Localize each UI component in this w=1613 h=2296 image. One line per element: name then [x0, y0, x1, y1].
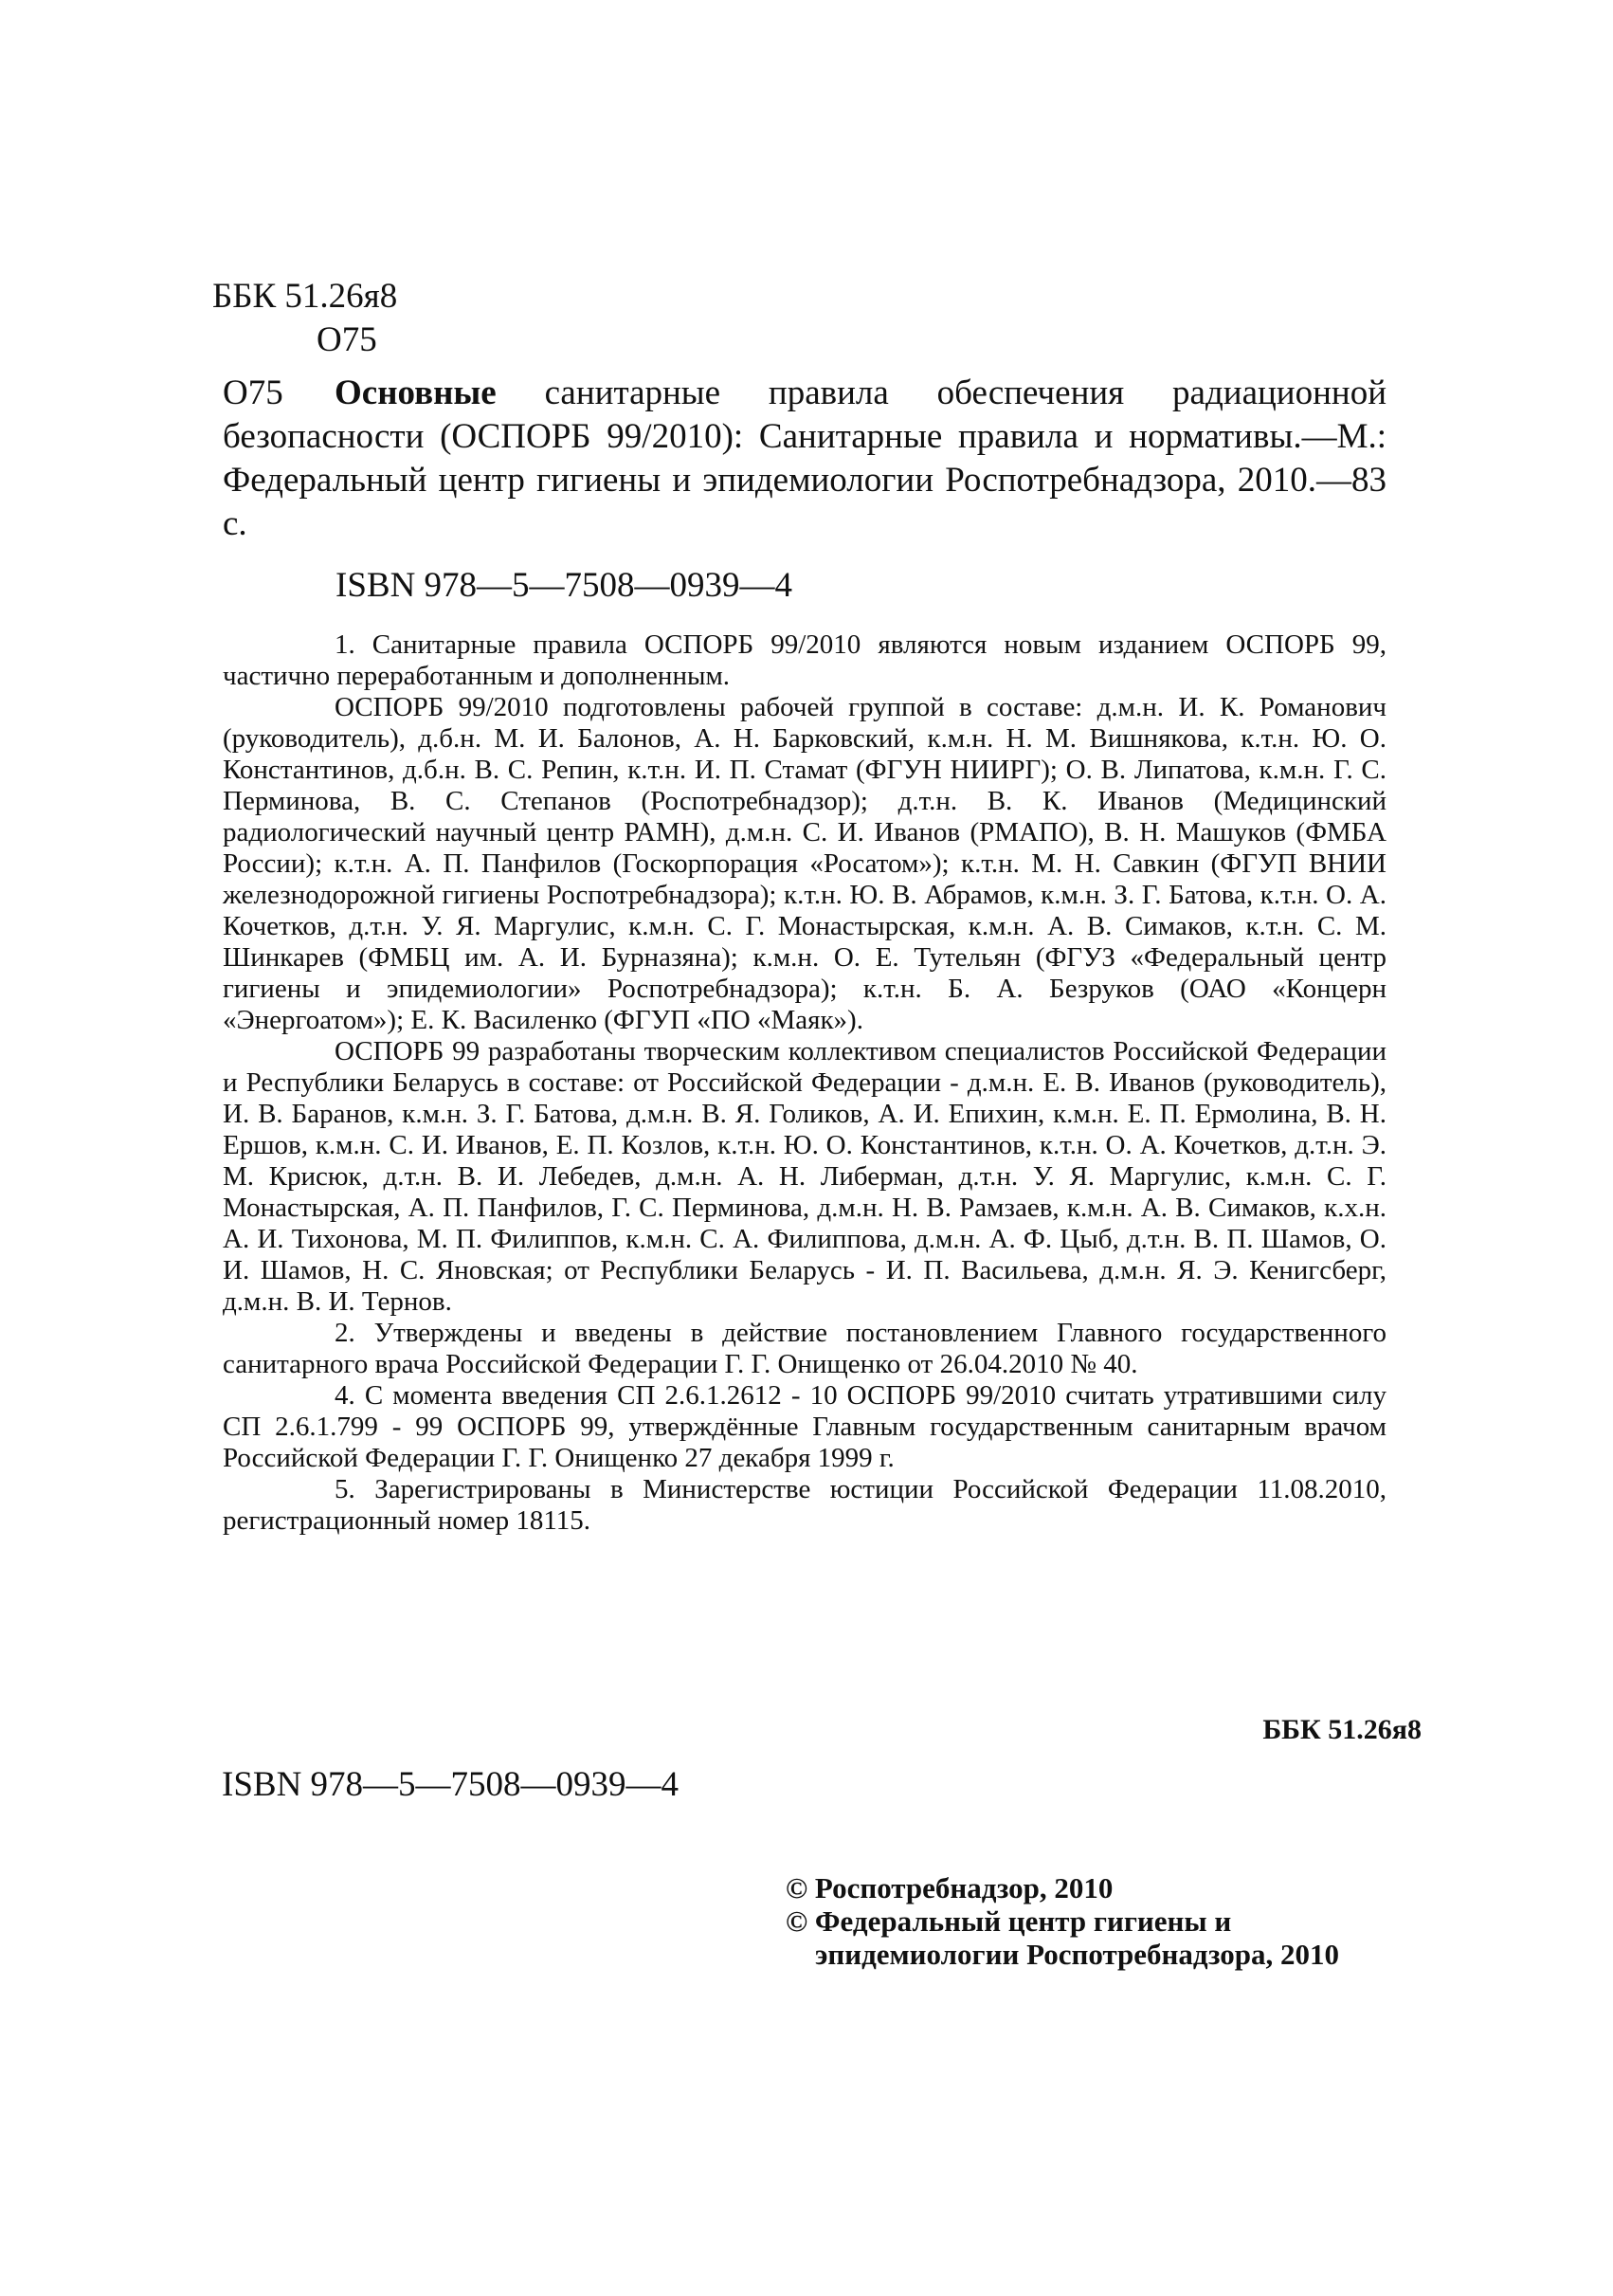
copyright-line: © Федеральный центр гигиены и: [786, 1904, 1232, 1938]
bibliographic-mark: О75: [223, 374, 283, 412]
note-paragraph: 1. Санитарные правила ОСПОРБ 99/2010 являются новым изданием ОСПОРБ 99, частично переработанным и дополненным.: [223, 629, 1386, 691]
bibliographic-record: [223, 372, 1386, 546]
copyright-block: [786, 1871, 1402, 1971]
author-mark: О75: [317, 320, 377, 359]
copyright-line: © Роспотребнадзор, 2010: [786, 1871, 1114, 1904]
copyright-line: эпидемиологии Роспотребнадзора, 2010: [815, 1938, 1339, 1971]
isbn-top: ISBN 978—5—7508—0939—4: [335, 566, 793, 605]
note-paragraph: ОСПОРБ 99 разработаны творческим коллективом специалистов Российской Федерации и Республики Беларусь в составе: от Российской Федерации - д.м.н. Е. В. Иванов (руководитель), И. В. Баранов, к.м.н. З. Г. Батова, д.м.н. В. Я. Голиков, А. И. Епихин, к.м.н. Е. П. Ермолина, В. Н. Ершов, к.м.н. С. И. Иванов, Е. П. Козлов, к.т.н. Ю. О. Константинов, к.т.н. О. А. Кочетков, д.т.н. Э. М. Крисюк, д.т.н. В. И. Лебедев, д.м.н. А. Н. Либерман, д.т.н. У. Я. Маргулис, к.м.н. С. Г. Монастырская, А. П. Панфилов, Г. С. Перминова, д.м.н. Н. В. Рамзаев, к.м.н. А. В. Симаков, к.х.н. А. И. Тихонова, М. П. Филиппов, к.м.н. С. А. Филиппова, д.м.н. А. Ф. Цыб, д.т.н. В. П. Шамов, О. И. Шамов, Н. С. Яновская; от Республики Беларусь - И. П. Васильева, д.м.н. Я. Э. Кенигсберг, д.м.н. В. И. Тернов.: [223, 1036, 1386, 1317]
bibliographic-text: санитарные правила обеспечения радиационной безопасности (ОСПОРБ 99/2010): Санитарные правила и нормативы.—М.: Федеральный центр гигиены и эпидемиологии Роспотребнадзора, 2010.—83 с.: [223, 374, 1387, 543]
annotation-notes: [223, 629, 1386, 1537]
bibliographic-lead-word: Основные: [335, 374, 497, 412]
note-paragraph: 5. Зарегистрированы в Министерстве юстиции Российской Федерации 11.08.2010, регистрационный номер 18115.: [223, 1474, 1386, 1536]
note-paragraph: 2. Утверждены и введены в действие постановлением Главного государственного санитарного врача Российской Федерации Г. Г. Онищенко от 26.04.2010 № 40.: [223, 1318, 1386, 1379]
note-paragraph: 4. С момента введения СП 2.6.1.2612 - 10 ОСПОРБ 99/2010 считать утратившими силу СП 2.6.1.799 - 99 ОСПОРБ 99, утверждённые Главным государственным санитарным врачом Российской Федерации Г. Г. Онищенко 27 декабря 1999 г.: [223, 1380, 1386, 1473]
note-paragraph: ОСПОРБ 99/2010 подготовлены рабочей группой в составе: д.м.н. И. К. Романович (руководитель), д.б.н. М. И. Балонов, А. Н. Барковский, к.м.н. Н. М. Вишнякова, к.т.н. Ю. О. Константинов, д.б.н. В. С. Репин, к.т.н. И. П. Стамат (ФГУН НИИРГ); О. В. Липатова, к.м.н. Г. С. Перминова, В. С. Степанов (Роспотребнадзор); д.т.н. В. К. Иванов (Медицинский радиологический научный центр РАМН), д.м.н. С. И. Иванов (РМАПО), В. Н. Машуков (ФМБА России); к.т.н. А. П. Панфилов (Госкорпорация «Росатом»); к.т.н. М. Н. Савкин (ФГУП ВНИИ железнодорожной гигиены Роспотребнадзора); к.т.н. Ю. В. Абрамов, к.м.н. З. Г. Батова, к.т.н. О. А. Кочетков, д.т.н. У. Я. Маргулис, к.м.н. С. Г. Монастырская, к.м.н. А. В. Симаков, к.т.н. С. М. Шинкарев (ФМБЦ им. А. И. Бурназяна); к.м.н. О. Е. Тутельян (ФГУЗ «Федеральный центр гигиены и эпидемиологии» Роспотребнадзора); к.т.н. Б. А. Безруков (ОАО «Концерн «Энергоатом»); Е. К. Василенко (ФГУП «ПО «Маяк»).: [223, 692, 1386, 1035]
bbk-code-bottom: ББК 51.26я8: [1262, 1714, 1422, 1745]
library-classification: [212, 275, 397, 362]
bbk-code: ББК 51.26я8: [212, 277, 398, 316]
isbn-bottom: ISBN 978—5—7508—0939—4: [222, 1765, 680, 1804]
